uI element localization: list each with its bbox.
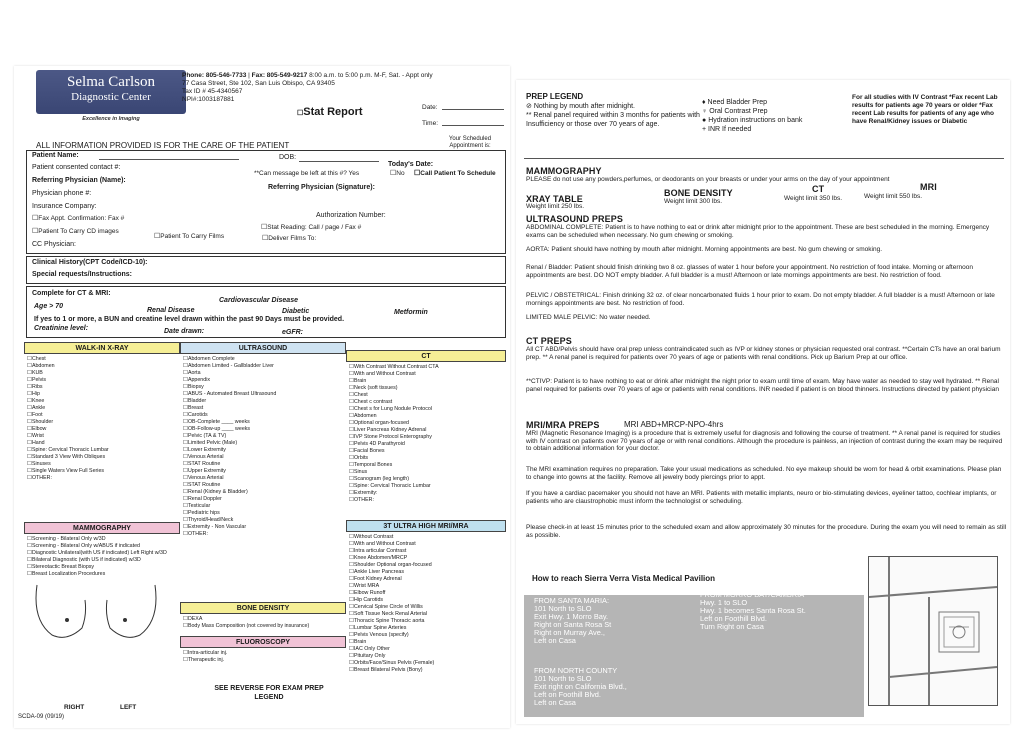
diabetic-label: Diabetic — [282, 308, 310, 315]
ct-option[interactable]: ☐ Facial Bones — [349, 448, 503, 455]
ct-option[interactable]: ☐ Chest — [349, 392, 503, 399]
ct-option[interactable]: ☐ Sinus — [349, 469, 503, 476]
mri-option[interactable]: ☐ With and Without Contrast — [349, 541, 503, 548]
cardio-label: Cardiovascular Disease — [219, 297, 298, 304]
mammo-option[interactable]: ☐ Stereotactic Breast Biopsy — [27, 564, 177, 571]
ultrasound-option[interactable]: ☐ Aorta — [183, 370, 343, 377]
ultrasound-option[interactable]: ☐ Venous Arterial — [183, 475, 343, 482]
ct-option[interactable]: ☐ Optional organ-focused — [349, 420, 503, 427]
right-label: RIGHT — [64, 704, 85, 711]
ultrasound-option[interactable]: ☐ Renal (Kidney & Bladder) — [183, 489, 343, 496]
order-form-page — [14, 66, 510, 728]
cc-physician-label: CC Physician: — [32, 241, 76, 248]
mammography-title: MAMMOGRAPHY — [526, 166, 602, 176]
patient-name-input[interactable] — [99, 159, 239, 160]
time-field[interactable]: Time: — [422, 120, 504, 126]
ref-signature-label: Referring Physician (Signature): — [268, 184, 375, 191]
xray-option[interactable]: ☐ Hand — [27, 440, 177, 447]
mammo-option[interactable]: ☐ Screening - Bilateral Only w/ABUS if indicated — [27, 543, 177, 550]
ultrasound-option[interactable]: ☐ Abdomen Complete — [183, 356, 343, 363]
mammo-option[interactable]: ☐ Breast Localization Procedures — [27, 571, 177, 578]
no-checkbox[interactable]: ☐ No — [390, 170, 405, 178]
mri-preps-title: MRI/MRA PREPS — [526, 420, 600, 430]
logo — [36, 70, 186, 114]
mammo-option[interactable]: ☐ Bilateral Diagnostic (with US if indicated) w/3D — [27, 557, 177, 564]
legend-left — [526, 102, 706, 129]
xray-option[interactable]: ☐ Elbow — [27, 426, 177, 433]
direction-step: Turn Right on Casa — [700, 622, 764, 631]
prep-instructions-page — [516, 80, 1010, 724]
mri-header: 3T ULTRA HIGH MRI/MRA — [346, 520, 506, 532]
legend-inr: + INR If needed — [702, 126, 752, 133]
legend-bladder: ♦ Need Bladder Prep — [702, 99, 768, 106]
us-prep-renal: Renal / Bladder: Patient should finish drinking two 8 oz. glasses of water 1 hour before your appointment. No restriction of food intake. Morning or afternoon appointments are best. DO NOT empty bladder. A full bladder is a must! Afternoon or late mornings appointments are best. No restriction of food. — [526, 264, 973, 279]
mri-option[interactable]: ☐ Pituitary Only — [349, 653, 503, 660]
ct-option[interactable]: ☐ Temporal Bones — [349, 462, 503, 469]
iv-contrast-note: For all studies with IV Contrast *Fax recent Lab results for patients age 70 years or older *Fax recent Lab results for patients of any age who have Renal/Kidney issues or Diabetic — [852, 94, 998, 125]
direction-step: Left on Foothill Blvd. — [534, 690, 601, 699]
bun-note: If yes to 1 or more, a BUN and creatine level drawn within the past 90 Days must be provided. — [34, 316, 345, 323]
scheduled-appointment: Your Scheduled Appointment is: — [448, 136, 492, 149]
ultrasound-option[interactable]: ☐ Testicular — [183, 503, 343, 510]
mri-column — [346, 520, 506, 720]
ct-option[interactable]: ☐ OTHER: — [349, 497, 503, 504]
xray-option[interactable]: ☐ Pelvis — [27, 377, 177, 384]
direction-step: Left on Foothill Blvd. — [700, 614, 767, 623]
mri-option[interactable]: ☐ Lumbar Spine Arteries — [349, 625, 503, 632]
logo-tagline: Excellence in Imaging — [82, 116, 140, 122]
stat-reading-checkbox[interactable]: ☐ Stat Reading: Call / page / Fax # — [261, 224, 361, 232]
direction-step: Left on Casa — [534, 698, 576, 707]
bone-density-weight: Weight limit 300 lbs. — [664, 198, 723, 205]
npi: NPI#:1003187881 — [182, 96, 235, 103]
mri-prep-checkin: Please check-in at least 15 minutes prior to the scheduled exam and allow approximately 30 minutes for the procedure. During the exam you will need to remain as still as possible. — [526, 524, 1007, 539]
bone-density-option[interactable]: ☐ DEXA — [183, 616, 343, 623]
special-label: Special requests/Instructions: — [32, 271, 132, 278]
header-contact: Phone: 805-546-7733 | Fax: 805-549-9217 8:00 a.m. to 5:00 p.m. M-F, Sat. - Appt only 77 Casa Street, Ste 102, San Luis Obispo, CA 93405 Tax ID # 45-4340567 NPI#:1003187881 — [182, 72, 433, 103]
xray-option[interactable]: ☐ KUB — [27, 370, 177, 377]
ct-table-weight: Weight limit 350 lbs. — [784, 195, 843, 202]
date-field[interactable]: Date: — [422, 104, 504, 110]
mammo-option[interactable]: ☐ Diagnostic Unilateral(with US if indicated) Left Right w/3D — [27, 550, 177, 557]
ct-option[interactable]: ☐ Chest c contrast — [349, 399, 503, 406]
direction-step: Left on Casa — [534, 636, 576, 645]
bone-density-option[interactable]: ☐ Body Mass Composition (not covered by insurance) — [183, 623, 343, 630]
xray-table-title: XRAY TABLE — [526, 194, 583, 204]
legend-renal: ** Renal panel required within 3 months for patients with Insufficiency or those over 70 years of age. — [526, 112, 700, 128]
date-drawn-label: Date drawn: — [164, 328, 205, 335]
mri-option[interactable]: ☐ Breast Bilateral Pelvis (Bony) — [349, 667, 503, 674]
ultrasound-option[interactable]: ☐ Bladder — [183, 398, 343, 405]
mri-option[interactable]: ☐ Without Contrast — [349, 534, 503, 541]
ultrasound-option[interactable]: ☐ Carotids — [183, 412, 343, 419]
ultrasound-option[interactable]: ☐ Extremity - Non Vascular — [183, 524, 343, 531]
fluoro-header: FLUOROSCOPY — [180, 636, 346, 648]
ct-preps-title: CT PREPS — [526, 336, 572, 346]
ultrasound-option[interactable]: ☐ STAT Routine — [183, 482, 343, 489]
map-drawing — [869, 557, 997, 705]
ref-physician-label: Referring Physician (Name): — [32, 177, 126, 184]
direction-step: Exit Hwy. 1 Morro Bay. — [534, 612, 609, 621]
legend-npo: ⊘ Nothing by mouth after midnight. — [526, 103, 635, 110]
legend-title: PREP LEGEND — [526, 92, 584, 101]
ct-option[interactable]: ☐ Brain — [349, 378, 503, 385]
mri-option[interactable]: ☐ Wrist MRA — [349, 583, 503, 590]
patient-name-label: Patient Name: — [32, 152, 79, 159]
logo-sub: Diagnostic Center — [71, 91, 151, 103]
mri-option[interactable]: ☐ Brain — [349, 639, 503, 646]
xray-option[interactable]: ☐ Standard 3 View With Obliques — [27, 454, 177, 461]
stat-report-checkbox[interactable]: ☐ Stat Report — [297, 106, 363, 118]
bone-density-title: BONE DENSITY — [664, 188, 733, 198]
clinical-label: Clinical History(CPT Code/ICD-10): — [32, 259, 148, 266]
hours: 8:00 a.m. to 5:00 p.m. M-F, Sat. - Appt only — [309, 72, 433, 79]
mri-table-weight: Weight limit 550 lbs. — [864, 193, 923, 200]
mri-prep-pacemaker: If you have a cardiac pacemaker you should not have an MRI. Patients with metallic implants, neuro or bio-stimulating devices, eyeliner tattoo, cochlear implants, or patients who are claustrophobic must inform the technologist or scheduling. — [526, 490, 997, 505]
ct-option[interactable]: ☐ Chest s for Lung Nodule Protocol — [349, 406, 503, 413]
ct-option[interactable]: ☐ Abdomen — [349, 413, 503, 420]
xray-option[interactable]: ☐ Chest — [27, 356, 177, 363]
fax-appt-checkbox[interactable]: ☐ Fax Appt. Confirmation: Fax # — [32, 215, 124, 223]
bone-header: BONE DENSITY — [180, 602, 346, 614]
insurance-label: Insurance Company: — [32, 203, 97, 210]
ct-option[interactable]: ☐ Liver Pancreas Kidney Adrenal — [349, 427, 503, 434]
ct-option[interactable]: ☐ Orbits — [349, 455, 503, 462]
mri-option[interactable]: ☐ Thoracic Spine Thoracic aorta — [349, 618, 503, 625]
us-preps-title: ULTRASOUND PREPS — [526, 214, 623, 224]
ultrasound-option[interactable]: ☐ ABUS - Automated Breast Ultrasound — [183, 391, 343, 398]
mri-option[interactable]: ☐ Shoulder Optional organ-focused — [349, 562, 503, 569]
mri-option[interactable]: ☐ Foot Kidney Adrenal — [349, 576, 503, 583]
direction-step: 101 North to SLO — [534, 674, 592, 683]
mri-preps-sub: MRI ABD+MRCP-NPO-4hrs — [624, 420, 724, 429]
mri-option[interactable]: ☐ Pelvis Venous (specify) — [349, 632, 503, 639]
ultrasound-option[interactable]: ☐ OB-Complete ____ weeks — [183, 419, 343, 426]
divider — [524, 158, 1004, 159]
breast-diagram — [27, 580, 177, 650]
fluoroscopy-option[interactable]: ☐ Therapeutic inj. — [183, 657, 343, 664]
direction-step: Right on Murray Ave., — [534, 628, 605, 637]
ct-mri-title: Complete for CT & MRI: — [32, 290, 111, 297]
mri-option[interactable]: ☐ Knee Abdomen/MRCP — [349, 555, 503, 562]
creatinine-label: Creatinine level: — [34, 325, 89, 332]
ct-option[interactable]: ☐ Neck (soft tissues) — [349, 385, 503, 392]
mri-option[interactable]: ☐ Orbits/Face/Sinus Pelvis (Female) — [349, 660, 503, 667]
xray-option[interactable]: ☐ Spine: Cervical Thoracic Lumbar — [27, 447, 177, 454]
ultrasound-option[interactable]: ☐ Limited Pelvic (Male) — [183, 440, 343, 447]
reverse-note: SEE REVERSE FOR EXAM PREP LEGEND — [214, 685, 324, 701]
location-map — [868, 556, 998, 706]
ct-prep-ctivp: **CTIVP: Patient is to have nothing to eat or drink after midnight the night prior to exam until time of exam. May have water as needed to stay well hydrated. ** Renal panel required for patients over 70 years of age or patients with renal conditions. INR needed if patient is on blood thinners. Instructions directed by patient physician — [526, 378, 999, 393]
metformin-label: Metformin — [394, 309, 428, 316]
xray-option[interactable]: ☐ OTHER: — [27, 475, 177, 482]
xray-option[interactable]: ☐ Wrist — [27, 433, 177, 440]
ultrasound-option[interactable]: ☐ Thyroid/Head/Neck — [183, 517, 343, 524]
deliver-films-checkbox[interactable]: ☐ Deliver Films To: — [262, 235, 316, 243]
call-to-schedule-checkbox[interactable]: ☐ Call Patient To Schedule — [414, 170, 496, 178]
address: 77 Casa Street, Ste 102, San Luis Obispo, CA 93405 — [182, 80, 335, 87]
mri-option[interactable]: ☐ Elbow Runoff — [349, 590, 503, 597]
ct-option[interactable]: ☐ IVP Stone Protocol Enterography — [349, 434, 503, 441]
fluoro-column — [180, 636, 346, 676]
ct-option[interactable]: ☐ Extremity: — [349, 490, 503, 497]
ultrasound-option[interactable]: ☐ STAT Routine — [183, 461, 343, 468]
ultrasound-option[interactable]: ☐ Lower Extremity — [183, 447, 343, 454]
xray-option[interactable]: ☐ Shoulder — [27, 419, 177, 426]
left-label: LEFT — [120, 704, 137, 711]
tax-id: Tax ID # 45-4340567 — [182, 88, 243, 95]
carry-films-checkbox[interactable]: ☐ Patient To Carry Films — [154, 233, 224, 241]
mri-option[interactable]: ☐ Intra articular Contrast — [349, 548, 503, 555]
ultrasound-option[interactable]: ☐ Venous Arterial — [183, 454, 343, 461]
direction-step: Exit right on California Blvd., — [534, 682, 627, 691]
us-prep-pelvic: PELVIC / OBSTETRICAL: Finish drinking 32 oz. of clear noncarbonated fluids 1 hour prior to exam. Do not empty bladder. A full bladder is a must! Afternoon or late mornings appointments are best. No restriction of food. — [526, 292, 995, 307]
ultrasound-option[interactable]: ☐ Pediatric hips — [183, 510, 343, 517]
ct-option[interactable]: ☐ Spine: Cervical Thoracic Lumbar — [349, 483, 503, 490]
age-label: Age > 70 — [34, 303, 63, 310]
xray-option[interactable]: ☐ Abdomen — [27, 363, 177, 370]
ct-prep-general: All CT ABD/Pelvis should have oral prep unless contraindicated such as IVP or kidney stones or physician requested oral contrast. **Certain CTs have an oral barium prep. ** A renal panel is required for patients over 70 years of age or patients with renal conditions. Pick up Barium Prep at our office. — [526, 346, 1001, 361]
ultrasound-option[interactable]: ☐ Pelvic (TA & TV) — [183, 433, 343, 440]
mri-option[interactable]: ☐ Soft Tissue Neck Renal Arterial — [349, 611, 503, 618]
mri-option[interactable]: ☐ Cervical Spine Circle of Willis — [349, 604, 503, 611]
dob-label: DOB: — [279, 154, 297, 161]
todays-date-label: Today's Date: — [388, 161, 434, 168]
ct-option[interactable]: ☐ Scanogram (leg length) — [349, 476, 503, 483]
xray-option[interactable]: ☐ Foot — [27, 412, 177, 419]
xray-option[interactable]: ☐ Knee — [27, 398, 177, 405]
ct-table-title: CT — [812, 184, 825, 194]
legend-oral: ♀ Oral Contrast Prep — [702, 108, 768, 115]
xray-option[interactable]: ☐ Ribs — [27, 384, 177, 391]
bone-column — [180, 602, 346, 634]
direction-step: 101 North to SLO — [534, 604, 592, 613]
fax: Fax: 805-549-9217 — [251, 72, 308, 79]
ultrasound-option[interactable]: ☐ OTHER: — [183, 531, 343, 538]
us-prep-aorta: AORTA: Patient should have nothing by mouth after midnight. Morning appointments are best. No gum chewing or smoking. — [526, 246, 883, 253]
mri-prep-intro: MRI (Magnetic Resonance Imaging) is a procedure that is extremely useful for diagnosis and following the course of treatment. ** A renal panel is required for studies with IV contrast on patients over 70 years of age or with renal conditions. Although the procedure is painless, an injection of contrast during the exam may be required to obtain additional information for your doctor. — [526, 430, 1003, 453]
legend-right — [702, 98, 852, 134]
xray-header: WALK-IN X-RAY — [24, 342, 180, 354]
direction-step: Right on Santa Rosa St — [534, 620, 612, 629]
ct-option[interactable]: ☐ With Contrast Without Contrast CTA — [349, 364, 503, 371]
ultrasound-option[interactable]: ☐ OB-Follow-up ____ weeks — [183, 426, 343, 433]
ct-option[interactable]: ☐ With and Without Contrast — [349, 371, 503, 378]
direction-step: Hwy. 1 to SLO — [700, 598, 748, 607]
mri-table-title: MRI — [920, 182, 937, 192]
mri-prep-exam: The MRI examination requires no preparation. Take your usual medications as scheduled. No eye makeup should be worn for head & orbit examinations. Please plan to change into gowns at the facility. Remove all jewelry body piercings prior to appt. — [526, 466, 1002, 481]
direction-step: Hwy. 1 becomes Santa Rosa St. — [700, 606, 806, 615]
ultrasound-option[interactable]: ☐ Appendix — [183, 377, 343, 384]
ultrasound-option[interactable]: ☐ Renal Doppler — [183, 496, 343, 503]
xray-option[interactable]: ☐ Sinuses — [27, 461, 177, 468]
mri-option[interactable]: ☐ Hip Carotids — [349, 597, 503, 604]
logo-name: Selma Carlson — [67, 74, 155, 90]
mri-option[interactable]: ☐ Ankle Liver Pancreas — [349, 569, 503, 576]
fluoroscopy-option[interactable]: ☐ Intra-articular inj. — [183, 650, 343, 657]
mri-option[interactable]: ☐ IAC Only Other — [349, 646, 503, 653]
ultrasound-option[interactable]: ☐ Breast — [183, 405, 343, 412]
carry-cd-checkbox[interactable]: ☐ Patient To Carry CD images — [32, 228, 119, 236]
ultrasound-option[interactable]: ☐ Biopsy — [183, 384, 343, 391]
us-prep-abdominal: ABDOMINAL COMPLETE: Patient is to have nothing to eat or drink after midnight prior to the appointment. These are best scheduled in the morning. Emergency exams can be scheduled when necessary. No gum chewing or smoking. — [526, 224, 990, 239]
ct-column — [346, 350, 506, 520]
mammography-text: PLEASE do not use any powders,perfumes, or deodorants on your breasts or under your arms on the day of your appointment — [526, 176, 890, 183]
form-code: SCDA-09 (09/19) — [18, 714, 65, 720]
from-santa-maria: FROM SANTA MARIA: 101 North to SLO Exit Hwy. 1 Morro Bay. Right on Santa Rosa St Right on Murray Ave., Left on Casa — [534, 596, 612, 645]
from-morro-bay: FROM MORRO BAY/CAMBRIA Hwy. 1 to SLO Hwy. 1 becomes Santa Rosa St. Left on Foothill Blvd. Turn Right on Casa — [700, 590, 806, 631]
legend-hydration: ● Hydration instructions on bank — [702, 117, 803, 124]
ultrasound-header: ULTRASOUND — [180, 342, 346, 354]
message-label: **Can message be left at this #? Yes — [254, 170, 360, 177]
directions-title: How to reach Sierra Verra Vista Medical Pavilion — [532, 574, 716, 583]
renal-label: Renal Disease — [147, 307, 195, 314]
ct-header: CT — [346, 350, 506, 362]
ultrasound-option[interactable]: ☐ Abdomen Limited - Gallbladder Liver — [183, 363, 343, 370]
mammo-option[interactable]: ☐ Screening - Bilateral Only w/3D — [27, 536, 177, 543]
xray-option[interactable]: ☐ Hip — [27, 391, 177, 398]
egfr-label: eGFR: — [282, 329, 303, 336]
auth-label: Authorization Number: — [316, 212, 386, 219]
ct-option[interactable]: ☐ Pelvis 4D Parathyroid — [349, 441, 503, 448]
dob-input[interactable] — [299, 161, 379, 162]
physician-phone-label: Physician phone #: — [32, 190, 92, 197]
notice: ALL INFORMATION PROVIDED IS FOR THE CARE OF THE PATIENT — [36, 141, 290, 150]
from-north-county: FROM NORTH COUNTY 101 North to SLO Exit right on California Blvd., Left on Foothill Blvd. Left on Casa — [534, 666, 627, 707]
mammo-header: MAMMOGRAPHY — [24, 522, 180, 534]
xray-option[interactable]: ☐ Single Waters View Full Series — [27, 468, 177, 475]
xray-option[interactable]: ☐ Ankle — [27, 405, 177, 412]
mammo-column — [24, 522, 180, 712]
us-prep-male-pelvic: LIMITED MALE PELVIC: No water needed. — [526, 314, 651, 321]
xray-column — [24, 342, 180, 522]
ultrasound-column — [180, 342, 346, 602]
xray-table-weight: Weight limit 250 lbs. — [526, 203, 585, 210]
consent-label: Patient consented contact #: — [32, 164, 121, 171]
ultrasound-option[interactable]: ☐ Upper Extremity — [183, 468, 343, 475]
directions-box — [524, 590, 864, 717]
phone: Phone: 805-546-7733 — [182, 72, 247, 79]
